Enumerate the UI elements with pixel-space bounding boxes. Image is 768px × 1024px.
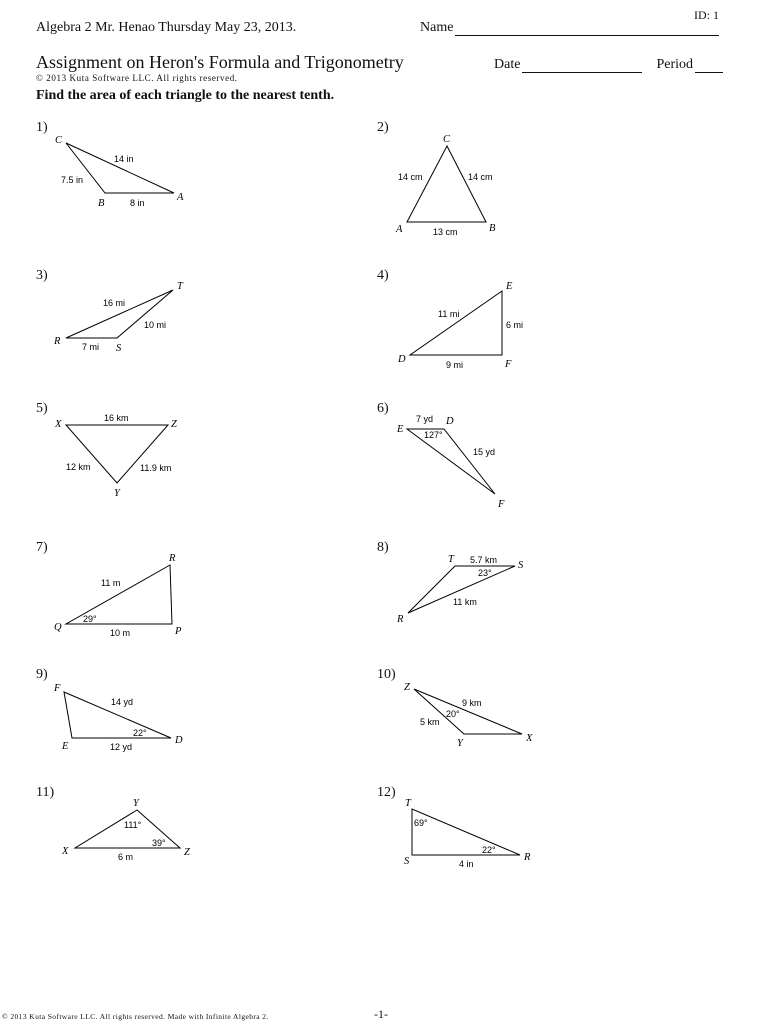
copyright-notice: © 2013 Kuta Software LLC. All rights reserved.: [36, 73, 238, 83]
triangle-shape: [66, 143, 174, 193]
side-label: 11 km: [453, 597, 477, 607]
vertex-label: F: [498, 499, 505, 510]
vertex-label: S: [116, 343, 122, 354]
triangle-figure-5: [54, 413, 177, 499]
instructions: Find the area of each triangle to the nearest tenth.: [36, 88, 335, 103]
triangle-figure-9: [53, 683, 183, 752]
side-label: 10 mi: [144, 320, 167, 330]
vertex-label: X: [55, 419, 62, 430]
vertex-label: F: [505, 359, 512, 370]
vertex-label: T: [177, 281, 183, 292]
vertex-label: C: [443, 134, 451, 145]
triangle-shape: [407, 146, 486, 222]
triangle-figure-8: [396, 554, 524, 625]
vertex-label: B: [489, 223, 496, 234]
side-label: 11 m: [101, 578, 121, 588]
problem-number: 12): [377, 785, 396, 800]
vertex-label: A: [177, 192, 184, 203]
side-label: 9 mi: [446, 360, 464, 370]
side-label: 6 m: [118, 852, 134, 862]
vertex-label: T: [448, 554, 454, 565]
side-label: 69°: [414, 818, 428, 828]
problem-number: 10): [377, 667, 396, 682]
triangle-figure-4: [397, 281, 523, 370]
triangle-figure-3: [53, 281, 184, 354]
side-label: 14 cm: [398, 172, 423, 182]
vertex-label: S: [518, 560, 524, 571]
triangle-shape: [66, 565, 172, 624]
side-label: 16 mi: [103, 298, 126, 308]
side-label: 7.5 in: [61, 175, 84, 185]
vertex-label: Z: [404, 682, 410, 693]
problem-number: 1): [36, 120, 48, 135]
vertex-label: P: [175, 626, 182, 637]
vertex-label: D: [398, 354, 406, 365]
side-label: 7 yd: [416, 414, 434, 424]
vertex-label: B: [98, 198, 105, 209]
vertex-label: R: [397, 614, 404, 625]
vertex-label: Y: [457, 738, 463, 749]
vertex-label: E: [397, 424, 404, 435]
vertex-label: D: [446, 416, 454, 427]
vertex-label: E: [62, 741, 69, 752]
vertex-label: X: [62, 846, 69, 857]
side-label: 14 in: [114, 154, 134, 164]
name-label: Name: [420, 20, 454, 35]
vertex-label: C: [55, 135, 63, 146]
triangle-shape: [407, 429, 495, 494]
side-label: 16 km: [104, 413, 129, 423]
side-label: 13 cm: [433, 227, 458, 237]
side-label: 22°: [133, 728, 147, 738]
side-label: 11 mi: [438, 309, 460, 319]
vertex-label: A: [396, 224, 403, 235]
side-label: 14 cm: [468, 172, 493, 182]
side-label: 111°: [124, 820, 142, 830]
side-label: 14 yd: [111, 697, 134, 707]
vertex-label: Z: [171, 419, 177, 430]
side-label: 12 km: [66, 462, 91, 472]
side-label: 10 m: [110, 628, 131, 638]
problem-number: 5): [36, 401, 48, 416]
vertex-label: S: [404, 856, 410, 867]
problem-number: 7): [36, 540, 48, 555]
triangle-figure-2: [395, 134, 496, 237]
side-label: 8 in: [130, 198, 145, 208]
problem-number: 2): [377, 120, 389, 135]
side-label: 39°: [152, 838, 166, 848]
date-label: Date: [494, 57, 521, 72]
period-label: Period: [656, 57, 693, 72]
triangle-shape: [410, 291, 502, 355]
vertex-label: Y: [114, 488, 120, 499]
side-label: 6 mi: [506, 320, 524, 330]
vertex-label: Z: [184, 847, 190, 858]
side-label: 4 in: [459, 859, 474, 869]
triangle-figure-7: [54, 553, 182, 638]
vertex-label: D: [175, 735, 183, 746]
vertex-label: Y: [133, 798, 139, 809]
problem-number: 6): [377, 401, 389, 416]
id-label: ID: 1: [694, 8, 719, 22]
side-label: 22°: [482, 845, 496, 855]
vertex-label: X: [526, 733, 533, 744]
triangle-figure-10: [404, 682, 533, 749]
page-title: Assignment on Heron's Formula and Trigonometry: [36, 52, 404, 72]
vertex-label: R: [169, 553, 176, 564]
problem-number: 8): [377, 540, 389, 555]
triangle-figure-6: [396, 414, 505, 510]
triangle-shape: [66, 425, 168, 483]
side-label: 23°: [478, 568, 492, 578]
side-label: 5.7 km: [470, 555, 498, 565]
side-label: 12 yd: [110, 742, 133, 752]
triangle-shape: [414, 689, 522, 734]
side-label: 7 mi: [82, 342, 100, 352]
vertex-label: R: [54, 336, 61, 347]
problem-number: 3): [36, 268, 48, 283]
vertex-label: R: [524, 852, 531, 863]
side-label: 29°: [83, 614, 97, 624]
triangle-shape: [412, 809, 520, 855]
triangle-figure-1: [55, 135, 184, 209]
vertex-label: E: [506, 281, 513, 292]
page-number: -1-: [374, 1007, 388, 1021]
problem-number: 4): [377, 268, 389, 283]
vertex-label: T: [405, 798, 411, 809]
triangle-figure-12: [404, 798, 531, 869]
side-label: 5 km: [420, 717, 440, 727]
footer-copyright: © 2013 Kuta Software LLC. All rights reserved. Made with Infinite Algebra 2.: [2, 1012, 269, 1021]
vertex-label: F: [54, 683, 61, 694]
vertex-label: Q: [54, 622, 62, 633]
course-line: Algebra 2 Mr. Henao Thursday May 23, 2013.: [36, 20, 297, 35]
side-label: 15 yd: [473, 447, 496, 457]
side-label: 11.9 km: [140, 463, 172, 473]
triangle-figure-11: [61, 798, 190, 862]
side-label: 127°: [424, 430, 443, 440]
side-label: 9 km: [462, 698, 482, 708]
problem-number: 9): [36, 667, 48, 682]
problem-number: 11): [36, 785, 55, 800]
side-label: 20°: [446, 709, 460, 719]
